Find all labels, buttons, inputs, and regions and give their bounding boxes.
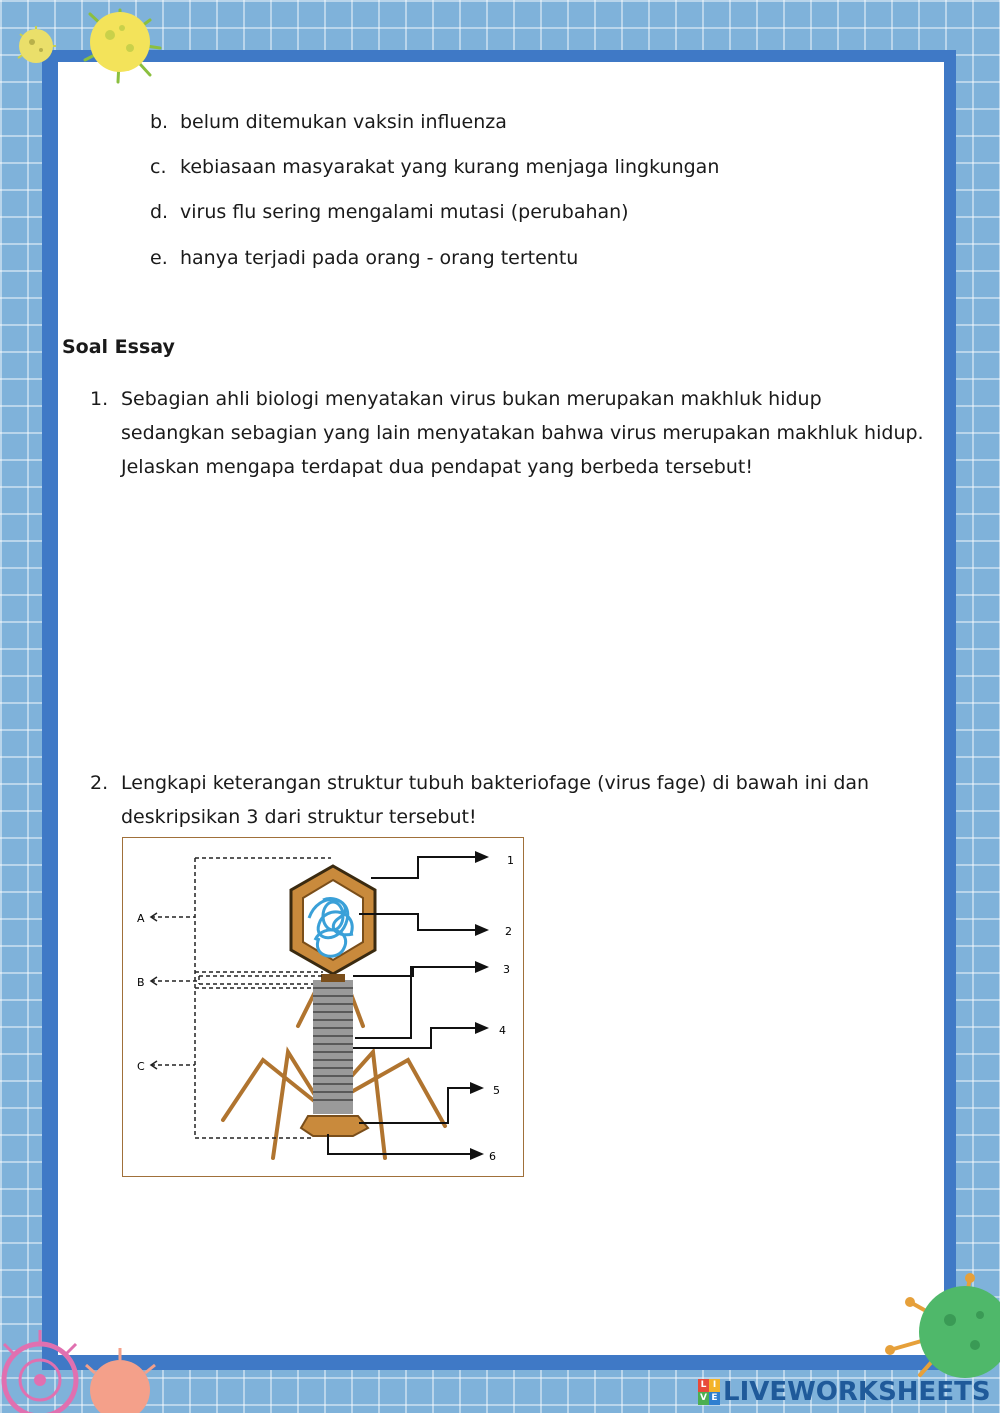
question-1 bbox=[90, 382, 940, 484]
diagram-label-6: 6 bbox=[489, 1150, 496, 1163]
logo-letter: V bbox=[698, 1392, 709, 1405]
diagram-label-4: 4 bbox=[499, 1024, 506, 1037]
diagram-label-5: 5 bbox=[493, 1084, 500, 1097]
option-b bbox=[150, 110, 507, 134]
option-text: virus flu sering mengalami mutasi (perubahan) bbox=[180, 201, 629, 223]
head-capsid bbox=[291, 866, 375, 974]
liveworksheets-logo[interactable] bbox=[698, 1374, 991, 1410]
question-number: 1. bbox=[90, 388, 109, 410]
logo-letter: L bbox=[698, 1379, 709, 1392]
option-d bbox=[150, 200, 629, 224]
option-e bbox=[150, 246, 578, 270]
diagram-label-c: C bbox=[137, 1060, 145, 1073]
question-line: deskripsikan 3 dari struktur tersebut! bbox=[121, 806, 477, 828]
option-text: kebiasaan masyarakat yang kurang menjaga lingkungan bbox=[180, 156, 720, 178]
diagram-label-b: B bbox=[137, 976, 145, 989]
logo-text: LIVEWORKSHEETS bbox=[723, 1377, 991, 1407]
question-2 bbox=[90, 766, 940, 834]
option-letter: e. bbox=[150, 247, 168, 269]
virus-illustration-bottom-right bbox=[880, 1270, 1000, 1380]
section-title: Soal Essay bbox=[62, 336, 175, 358]
logo-letter: E bbox=[709, 1392, 720, 1405]
tail-sheath bbox=[313, 980, 353, 1114]
question-line: Jelaskan mengapa terdapat dua pendapat yang berbeda tersebut! bbox=[121, 456, 753, 478]
option-letter: d. bbox=[150, 201, 169, 223]
logo-letter: I bbox=[709, 1379, 720, 1392]
bacteriophage-diagram bbox=[122, 837, 524, 1177]
diagram-label-1: 1 bbox=[507, 854, 514, 867]
option-letter: b. bbox=[150, 111, 169, 133]
question-line: sedangkan sebagian yang lain menyatakan bahwa virus merupakan makhluk hidup. bbox=[121, 422, 924, 444]
diagram-label-3: 3 bbox=[503, 963, 510, 976]
diagram-label-a: A bbox=[137, 912, 145, 925]
option-letter: c. bbox=[150, 156, 167, 178]
option-text: hanya terjadi pada orang - orang tertentu bbox=[180, 247, 579, 269]
virus-illustration-top-left bbox=[0, 0, 175, 95]
question-line: Sebagian ahli biologi menyatakan virus bukan merupakan makhluk hidup bbox=[121, 388, 822, 410]
question-number: 2. bbox=[90, 772, 109, 794]
diagram-label-2: 2 bbox=[505, 925, 512, 938]
option-c bbox=[150, 155, 719, 179]
collar bbox=[321, 974, 345, 982]
base-plate bbox=[301, 1116, 368, 1136]
option-text: belum ditemukan vaksin influenza bbox=[180, 111, 507, 133]
logo-icon bbox=[698, 1379, 720, 1405]
virus-illustration-bottom-left bbox=[0, 1318, 170, 1413]
question-line: Lengkapi keterangan struktur tubuh bakteriofage (virus fage) di bawah ini dan bbox=[121, 772, 870, 794]
bacteriophage-svg bbox=[123, 838, 523, 1176]
